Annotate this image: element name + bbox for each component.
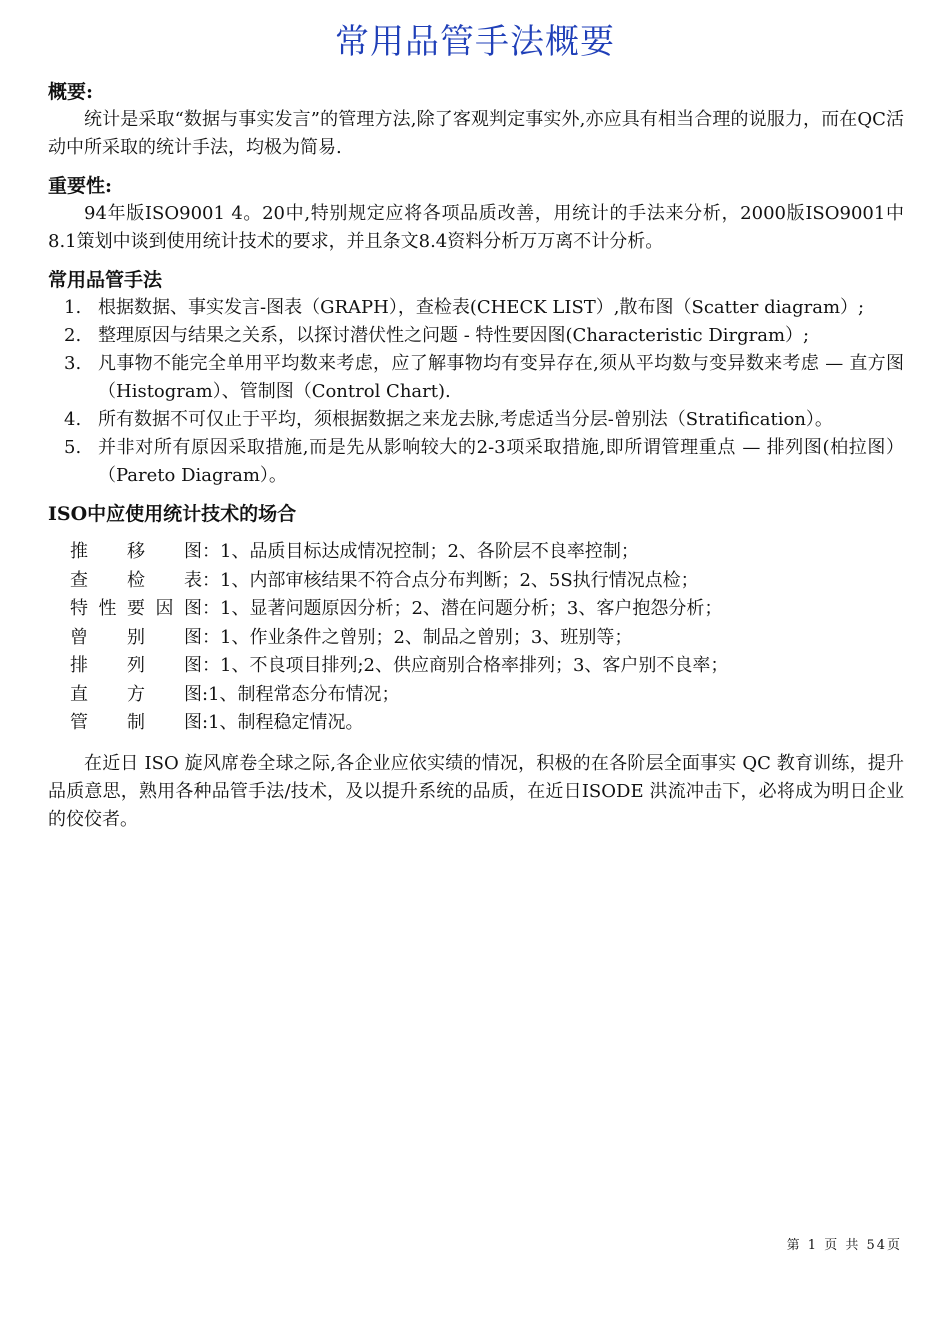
list-item [48, 294, 904, 322]
page-number-footer: 第 1 页 共 54页 [786, 1238, 902, 1253]
usage-row-colon: ： [202, 626, 220, 648]
methods-heading: 常用品管手法 [48, 269, 163, 291]
document-body [48, 78, 904, 834]
usage-row-text: 1、作业条件之曾别；2、制品之曾别；3、班别等； [220, 626, 633, 648]
usage-row-text: 1、内部审核结果不符合点分布判断；2、5S执行情况点检； [220, 569, 699, 591]
usage-row-text: 1、不良项目排列;2、供应商别合格率排列；3、客户别不良率； [220, 655, 729, 676]
usage-row-label: 特性要因图 [70, 598, 202, 619]
usage-row-colon: ： [202, 655, 220, 676]
list-item-text: 所有数据不可仅止于平均，须根据数据之来龙去脉,考虑适当分层-曾别法（Stratification）。 [98, 409, 833, 430]
overview-section [48, 78, 904, 162]
closing-text: 在近日 ISO 旋风席卷全球之际,各企业应依实绩的情况，积极的在各阶层全面事实 QC 教育训练，提升品质意思，熟用各种品管手法/技术，及以提升系统的品质，在近日ISODE 洪流冲击下，必将成为明日企业的佼佼者。 [48, 752, 904, 830]
usage-row-colon: : [202, 712, 209, 733]
importance-section [48, 172, 904, 256]
usage-row-text: 1、显著问题原因分析；2、潜在问题分析；3、客户抱怨分析； [220, 598, 723, 619]
methods-list [48, 294, 904, 490]
iso-usage-heading: ISO中应使用统计技术的场合 [48, 503, 297, 525]
iso-usage-table [48, 538, 904, 738]
list-item [48, 350, 904, 406]
usage-row-label: 排列图 [70, 655, 202, 676]
list-item-number: 1. [64, 297, 82, 318]
list-item-number: 2. [64, 325, 82, 346]
usage-row-colon: ： [202, 598, 220, 619]
usage-row-label: 推移图 [70, 541, 202, 562]
list-item-number: 3. [64, 353, 82, 374]
list-item [48, 322, 904, 350]
usage-row-label: 直方图 [70, 683, 202, 705]
iso-usage-section [48, 500, 904, 738]
usage-row-label: 管制图 [70, 712, 202, 733]
usage-row-text: 1、品质目标达成情况控制；2、各阶层不良率控制； [220, 541, 639, 562]
usage-row-text: 1、制程稳定情况。 [208, 712, 364, 733]
list-item-number: 4. [64, 409, 82, 430]
usage-row [70, 538, 904, 567]
usage-row [70, 567, 904, 596]
list-item-number: 5. [64, 437, 82, 458]
list-item [48, 406, 904, 434]
usage-row-label: 查检表 [70, 569, 202, 591]
usage-row [70, 681, 904, 710]
importance-text: 94年版ISO9001 4。20中,特别规定应将各项品质改善，用统计的手法来分析，2000版ISO9001中8.1策划中谈到使用统计技术的要求，并且条文8.4资料分析万万离不计分析。 [48, 203, 904, 252]
list-item-text: 凡事物不能完全单用平均数来考虑，应了解事物均有变异存在,须从平均数与变异数来考虑 — 直方图（Histogram）、管制图（Control Chart). [98, 353, 904, 402]
usage-row [70, 624, 904, 653]
overview-text: 统计是采取“数据与事实发言”的管理方法,除了客观判定事实外,亦应具有相当合理的说服力，而在QC活动中所采取的统计手法，均极为简易. [48, 109, 904, 158]
usage-row-colon: ： [202, 541, 220, 562]
usage-row [70, 709, 904, 738]
usage-row-text: 1、制程常态分布情况； [208, 683, 400, 705]
list-item-text: 并非对所有原因采取措施,而是先从影响较大的2-3项采取措施,即所谓管理重点 — 排列图(柏拉图）（Pareto Diagram）。 [98, 437, 904, 486]
document-title: 常用品管手法概要 [335, 22, 615, 62]
usage-row-label: 曾别图 [70, 626, 202, 648]
usage-row-colon: ： [202, 569, 220, 591]
overview-heading: 概要: [48, 81, 94, 103]
list-item-text: 根据数据、事实发言-图表（GRAPH），查检表(CHECK LIST）,散布图（Scatter diagram）; [98, 297, 865, 318]
usage-row [70, 595, 904, 624]
usage-row-colon: : [202, 683, 209, 705]
usage-row [70, 652, 904, 681]
importance-heading: 重要性: [48, 175, 113, 197]
methods-section [48, 266, 904, 490]
list-item [48, 434, 904, 490]
list-item-text: 整理原因与结果之关系，以探讨潜伏性之问题 - 特性要因图(Characteristic Dirgram）; [98, 325, 810, 346]
